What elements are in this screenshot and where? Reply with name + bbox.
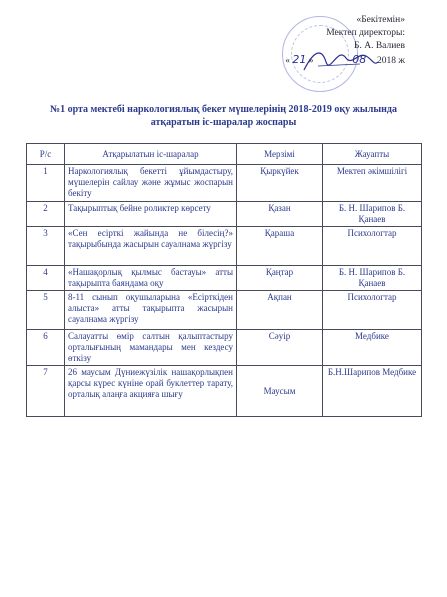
approval-position: Мектеп директоры: xyxy=(326,28,405,38)
row-number: 1 xyxy=(27,165,65,202)
table-row xyxy=(27,330,422,366)
row-number: 5 xyxy=(27,291,65,330)
table-row xyxy=(27,227,422,266)
row-activity: 8-11 сынып оқушыларына «Есірткіден алыста» атты тақырыпта жасырын сауалнама жүргізу xyxy=(65,291,237,330)
row-date: Қазан xyxy=(237,202,323,227)
date-open-quote: « xyxy=(285,56,291,66)
row-responsible: Б. Н. Шарипов Б. Қанаев xyxy=(323,266,422,291)
row-number: 2 xyxy=(27,202,65,227)
row-date: Ақпан xyxy=(237,291,323,330)
approval-block xyxy=(235,14,405,68)
row-date: Маусым xyxy=(237,366,323,417)
row-activity: Тақырыптық бейне роликтер көрсету xyxy=(65,202,237,227)
row-number: 7 xyxy=(27,366,65,417)
table-row xyxy=(27,202,422,227)
table-row xyxy=(27,165,422,202)
date-month: 08 xyxy=(352,53,367,66)
table-row xyxy=(27,291,422,330)
date-close-quote: » xyxy=(308,56,314,66)
row-date: Қараша xyxy=(237,227,323,266)
row-responsible: Психологтар xyxy=(323,291,422,330)
row-date: Қыркүйек xyxy=(237,165,323,202)
row-activity: «Нашақорлық қылмыс бастауы» атты тақырыпта баяндама оқу xyxy=(65,266,237,291)
row-responsible: Психологтар xyxy=(323,227,422,266)
row-date: Қаңтар xyxy=(237,266,323,291)
row-activity: Салауатты өмір салтын қалыптастыру орталығының мамандары мен кездесу өткізу xyxy=(65,330,237,366)
row-number: 4 xyxy=(27,266,65,291)
row-activity: 26 маусым Дүниежүзілік нашақорлықпен қарсы күрес күніне орай буклеттер тарату, орталық алаңға акцияға шығу xyxy=(65,366,237,417)
row-responsible: Медбике xyxy=(323,330,422,366)
header-responsible: Жауапты xyxy=(323,144,422,165)
approval-heading: «Бекітемін» xyxy=(356,15,405,25)
activity-plan-table xyxy=(26,143,422,417)
approval-date xyxy=(235,53,405,68)
row-date: Сәуір xyxy=(237,330,323,366)
row-number: 6 xyxy=(27,330,65,366)
table-row xyxy=(27,366,422,417)
row-number: 3 xyxy=(27,227,65,266)
table-header-row xyxy=(27,144,422,165)
header-date: Мерзімі xyxy=(237,144,323,165)
row-responsible: Б. Н. Шарипов Б. Қанаев xyxy=(323,202,422,227)
date-day: 21 xyxy=(292,53,307,66)
document-title: №1 орта мектебі наркологиялық бекет мүшелерінің 2018-2019 оқу жылында атқаратын іс-шаралар жоспары xyxy=(50,104,397,128)
header-number: Р/с xyxy=(27,144,65,165)
table-row xyxy=(27,266,422,291)
row-activity: Наркологиялық бекетті ұйымдастыру, мүшелерін сайлау және жұмыс жоспарын бекіту xyxy=(65,165,237,202)
date-year: 2018 ж xyxy=(377,56,405,66)
approval-signatory: Б. А. Валиев xyxy=(354,41,405,51)
header-activity: Атқарылатын іс-шаралар xyxy=(65,144,237,165)
row-responsible: Б.Н.Шарипов Медбике xyxy=(323,366,422,417)
row-responsible: Мектеп әкімшілігі xyxy=(323,165,422,202)
row-activity: «Сен есірткі жайында не білесің?» тақырыбында жасырын сауалнама жүргізу xyxy=(65,227,237,266)
